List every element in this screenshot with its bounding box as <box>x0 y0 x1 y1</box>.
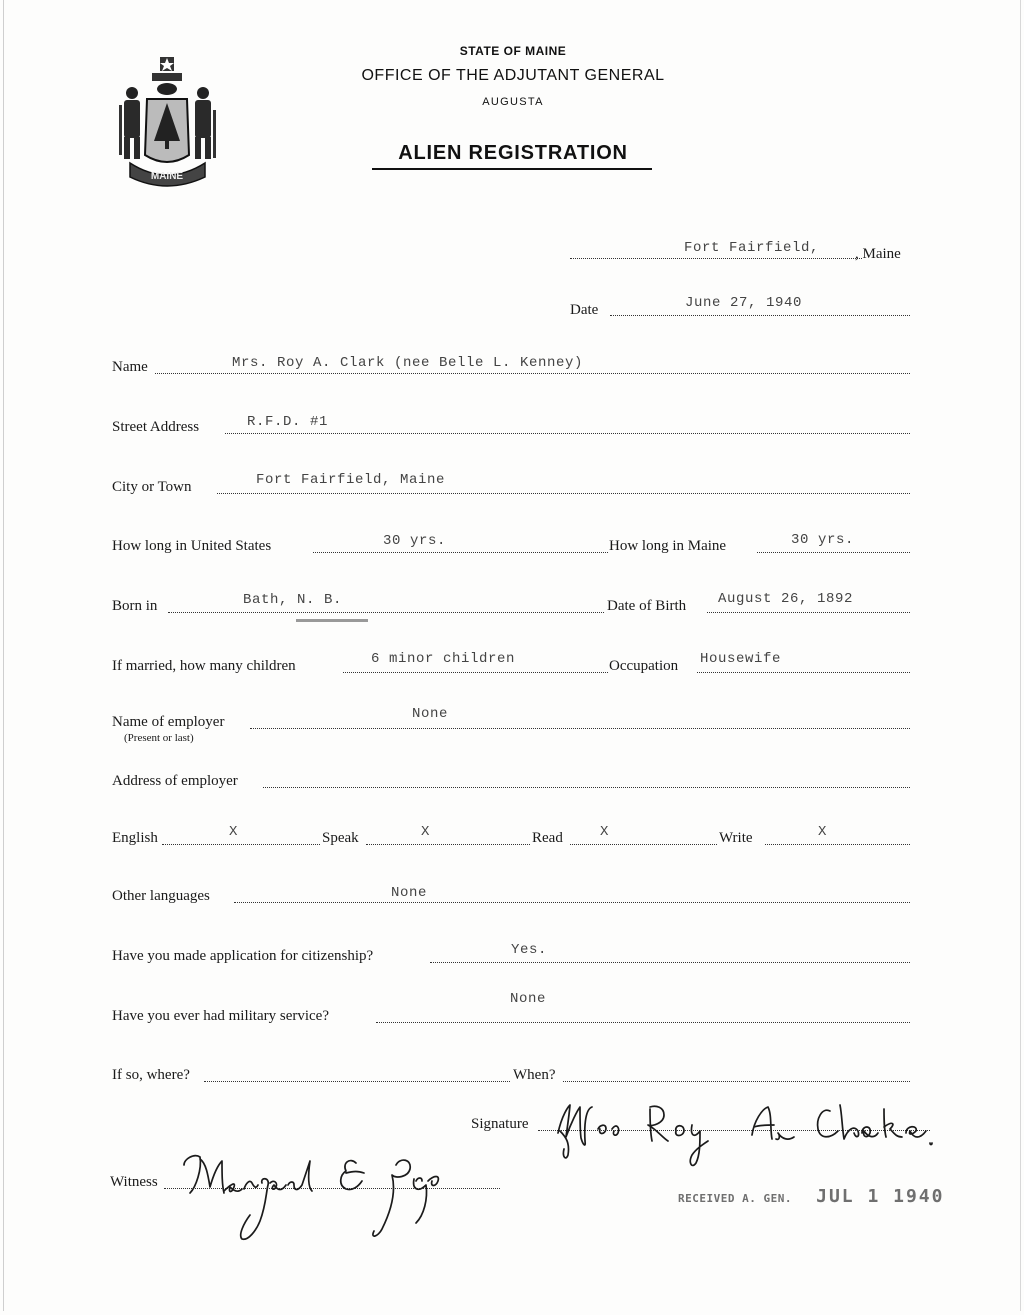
header-state: STATE OF MAINE <box>459 44 567 58</box>
seal-moose <box>157 83 177 95</box>
when-label: When? <box>513 1067 556 1083</box>
witness-signature-text: Margaret E. Pye <box>170 1244 177 1245</box>
name-value: Mrs. Roy A. Clark (nee Belle L. Kenney) <box>232 355 584 371</box>
seal-farmer-figure <box>119 87 140 159</box>
military-value: None <box>510 991 547 1007</box>
street-address-line <box>225 432 910 434</box>
speak-value: X <box>421 824 431 840</box>
applicant-signature-text: Mrs Roy A. Clarke <box>540 1169 548 1170</box>
speak-line <box>366 843 530 845</box>
how-long-us-value: 30 yrs. <box>383 533 447 549</box>
date-label: Date <box>570 302 599 318</box>
place-suffix-label: , Maine <box>855 246 901 262</box>
write-line <box>765 843 910 845</box>
signature-label: Signature <box>471 1116 529 1132</box>
witness-signature <box>170 1135 460 1245</box>
seal-ribbon-text: MAINE <box>150 171 184 182</box>
name-label: Name <box>112 359 148 375</box>
city-label: City or Town <box>112 479 192 495</box>
received-stamp-date: JUL 1 1940 <box>816 1186 945 1207</box>
form-title: ALIEN REGISTRATION <box>398 142 628 164</box>
when-line <box>563 1080 910 1082</box>
received-stamp <box>678 1186 944 1207</box>
place-value: Fort Fairfield, <box>684 240 820 256</box>
name-line <box>155 372 910 374</box>
other-languages-label: Other languages <box>112 888 210 904</box>
applicant-signature <box>540 1085 935 1170</box>
children-value: 6 minor children <box>371 651 516 667</box>
date-of-birth-line <box>707 611 910 613</box>
street-address-value: R.F.D. #1 <box>247 414 329 430</box>
header-city: AUGUSTA <box>482 96 544 108</box>
english-label: English <box>112 830 158 846</box>
occupation-label: Occupation <box>609 658 679 674</box>
seal-motto-banner <box>152 73 182 81</box>
how-long-maine-label: How long in Maine <box>609 538 727 554</box>
if-so-where-label: If so, where? <box>112 1067 190 1083</box>
employer-name-label: Name of employer <box>112 714 225 730</box>
place-line <box>570 257 862 259</box>
how-long-maine-value: 30 yrs. <box>791 532 855 548</box>
date-of-birth-label: Date of Birth <box>607 598 687 614</box>
english-line <box>162 843 320 845</box>
born-in-line <box>168 611 604 613</box>
children-label: If married, how many children <box>112 658 296 674</box>
speak-label: Speak <box>322 830 359 846</box>
received-stamp-prefix: RECEIVED A. GEN. <box>678 1192 792 1205</box>
employer-name-value: None <box>412 706 449 722</box>
read-line <box>570 843 717 845</box>
employer-note-label: (Present or last) <box>124 732 194 744</box>
born-in-value: Bath, N. B. <box>243 592 343 608</box>
correction-mark <box>296 619 368 622</box>
occupation-line <box>697 671 910 673</box>
other-languages-line <box>234 901 910 903</box>
military-line <box>376 1021 910 1023</box>
write-label: Write <box>719 830 753 846</box>
date-line <box>610 314 910 316</box>
citizenship-value: Yes. <box>511 942 548 958</box>
header-office: OFFICE OF THE ADJUTANT GENERAL <box>361 67 665 84</box>
military-label: Have you ever had military service? <box>112 1008 329 1024</box>
maine-state-seal <box>110 55 225 190</box>
seal-sailor-figure <box>195 87 216 159</box>
read-label: Read <box>532 830 563 846</box>
how-long-us-line <box>313 551 608 553</box>
title-underline <box>372 168 652 170</box>
english-value: X <box>229 824 239 840</box>
street-address-label: Street Address <box>112 419 200 435</box>
city-line <box>217 492 910 494</box>
born-in-label: Born in <box>112 598 158 614</box>
employer-address-label: Address of employer <box>112 773 238 789</box>
citizenship-line <box>430 961 910 963</box>
if-so-where-line <box>204 1080 510 1082</box>
citizenship-label: Have you made application for citizenship? <box>112 948 374 964</box>
occupation-value: Housewife <box>700 651 782 667</box>
other-languages-value: None <box>391 885 428 901</box>
witness-label: Witness <box>110 1174 158 1190</box>
how-long-us-label: How long in United States <box>112 538 272 554</box>
seal-star <box>160 57 174 71</box>
date-value: June 27, 1940 <box>685 295 803 311</box>
city-value: Fort Fairfield, Maine <box>256 472 446 488</box>
how-long-maine-line <box>757 551 910 553</box>
children-line <box>343 671 608 673</box>
read-value: X <box>600 824 610 840</box>
write-value: X <box>818 824 828 840</box>
employer-address-line <box>263 786 910 788</box>
date-of-birth-value: August 26, 1892 <box>718 591 854 607</box>
employer-name-line <box>250 727 910 729</box>
